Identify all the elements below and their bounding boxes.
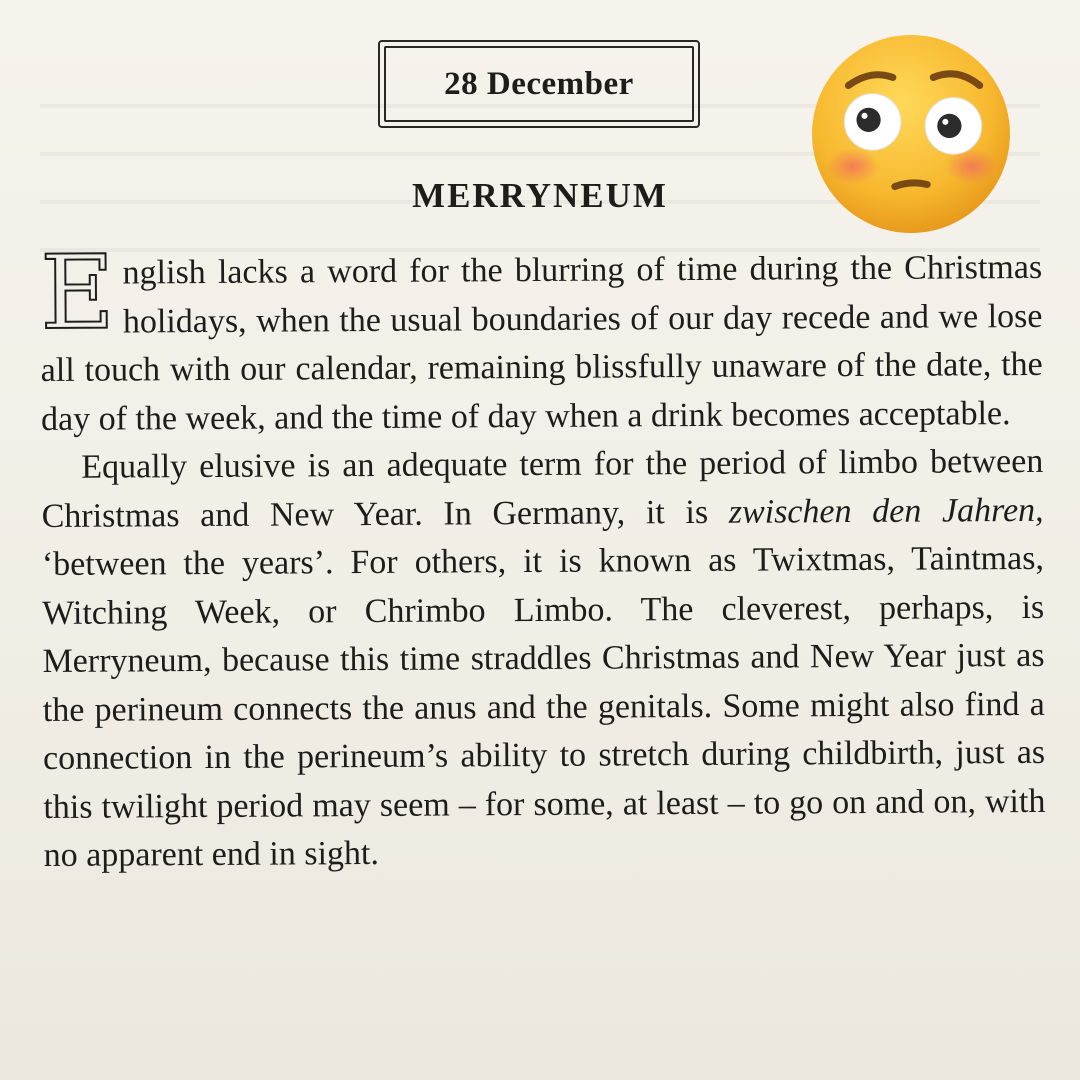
paragraph-2-text-b: ‘between the years’. For others, it is known as Twixtmas, Taintmas, Witching Week, or Chrimbo Limbo. The cleverest, perhaps, is Merryneum, because this time straddles Christmas and New Year just as the perineum connects the anus and the genitals. Some might also find a connection in the perineum’s ability to stretch during childbirth, just as this twilight period may seem – for some, at least – to go on and on, with no apparent end in sight. xyxy=(41,539,1046,874)
paragraph-2 xyxy=(41,438,1046,881)
entry-body xyxy=(39,233,1046,881)
paragraph-1 xyxy=(39,233,1043,444)
paragraph-2-text-a: Equally elusive is an adequate term for the period of limbo between Christmas and New Year. In Germany, it is xyxy=(41,442,1044,535)
date-label: 28 December xyxy=(384,46,694,122)
italic-german-phrase: zwischen den Jahren, xyxy=(728,491,1044,531)
entry-title: MERRYNEUM xyxy=(412,176,668,215)
paragraph-1-text: nglish lacks a word for the blurring of time during the Christmas holidays, when the usual boundaries of our day recede and we lose all touch with our calendar, remaining blissfully unaware of the date, the day of the week, and the time of day when a drink becomes acceptable. xyxy=(40,248,1043,438)
date-frame xyxy=(378,40,700,128)
flushed-face-emoji-icon xyxy=(810,33,1012,235)
drop-cap: E xyxy=(39,233,116,353)
